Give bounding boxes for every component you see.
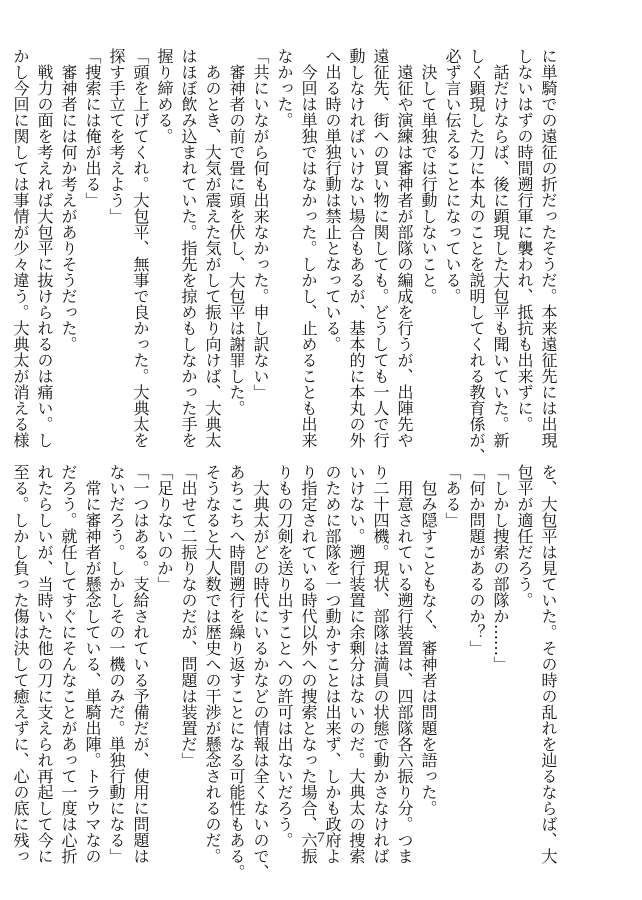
text-column: 至る。しかし負った傷は決して癒えずに、心の底に残っ (11, 464, 30, 864)
text-column: 「捜索には俺が出る」 (83, 48, 102, 208)
text-column: だろう。就任してすぐにそんなことがあって一度は心折 (59, 464, 78, 864)
text-column: 動しなければいけない場合もあるが、基本的に本丸の外 (347, 48, 366, 448)
text-column: り指定されている時代以外への捜索となった場合、六振 (299, 464, 318, 864)
text-column: れたらしいが、当時いた他の刀に支えられ再起して今に (35, 464, 54, 864)
text-column: 「足りないのか」 (155, 464, 174, 592)
text-column: 審神者には何か考えがありそうだった。 (59, 48, 78, 352)
text-column: しく顕現した刀に本丸のことを説明してくれる教育係が、 (467, 48, 486, 464)
text-column: 「何か問題があるのか？」 (467, 464, 486, 656)
text-column: なかった。 (275, 48, 294, 128)
text-column: あちこちへ時間遡行を繰り返すことになる可能性もある。 (227, 464, 246, 880)
text-column: しないはずの時間遡行軍に襲われ、抵抗も出来ずに。 (515, 48, 534, 432)
text-column: 探す手立てを考えよう」 (107, 48, 126, 224)
text-column: 常に審神者が懸念している、単騎出陣。トラウマなの (83, 464, 102, 864)
text-column: 遠征先、街への買い物に関しても。どうしても一人で行 (371, 48, 390, 448)
text-column: いけない。遡行装置に余剰分はないのだ。大典太の捜索 (347, 464, 366, 864)
text-column: 審神者の前で畳に頭を伏し、大包平は謝罪した。 (227, 48, 246, 416)
text-column: 必ず言い伝えることになっている。 (443, 48, 462, 304)
text-column: 用意されている遡行装置は、四部隊各六振り分。つま (395, 464, 414, 864)
text-column: へ出る時の単独行動は禁止となっている。 (323, 48, 342, 352)
text-column: 「一つはある。支給されている予備だが、使用に問題は (131, 464, 150, 864)
text-column: 今回は単独ではなかった。しかし、止めることも出来 (299, 48, 318, 448)
text-column: 「頭を上げてくれ。大包平、無事で良かった。大典太を (131, 48, 150, 448)
text-column: 「出せて二振りなのだが、問題は装置だ」 (179, 464, 198, 768)
text-column: ないだろう。しかしその一機のみだ。単独行動になる」 (107, 464, 126, 864)
text-column: 遠征や演練は審神者が部隊の編成を行うが、出陣先や (395, 48, 414, 448)
text-column: かし今回に関しては事情が少々違う。大典太が消える様 (11, 48, 30, 448)
text-column: 決して単独では行動しないこと。 (419, 48, 438, 304)
page-number: 7 (317, 830, 325, 846)
text-column: 話だけならば、後に顕現した大包平も聞いていた。新 (491, 48, 510, 448)
text-column: そうなると大人数では歴史への干渉が懸念されるのだ。 (203, 464, 222, 864)
text-column: に単騎での遠征の折だったそうだ。本来遠征先には出現 (539, 48, 558, 448)
text-column: 戦力の面を考えれば大包平に抜けられるのは痛い。し (35, 48, 54, 448)
text-column: 包み隠すこともなく、審神者は問題を語った。 (419, 464, 438, 816)
text-column: 「ある」 (443, 464, 462, 528)
text-column: 包平が適任だろう。 (515, 464, 534, 608)
text-column: はほぼ飲み込まれていた。指先を掠めもしなかった手を (179, 48, 198, 448)
text-column: 「しかし捜索の部隊か……」 (491, 464, 510, 672)
text-column: り二十四機。現状、部隊は満員の状態で動かさなければ (371, 464, 390, 864)
text-column: あのとき、大気が震えた気がして振り向けば、大典太 (203, 48, 222, 448)
text-column: 「共にいながら何も出来なかった。申し訳ない」 (251, 48, 270, 400)
text-column: 握り締める。 (155, 48, 174, 144)
text-column: 大典太がどの時代にいるかなどの情報は全くないので、 (251, 464, 270, 880)
lower-text-block (11, 464, 560, 880)
text-column: りもの刀剣を送り出すことへの許可は出ないだろう。 (275, 464, 294, 848)
text-column: を、大包平は見ていた。その時の乱れを辿るならば、大 (539, 464, 558, 864)
text-column: のために部隊を一つ動かすことは出来ず、しかも政府よ (323, 464, 342, 864)
upper-text-block (11, 48, 560, 464)
